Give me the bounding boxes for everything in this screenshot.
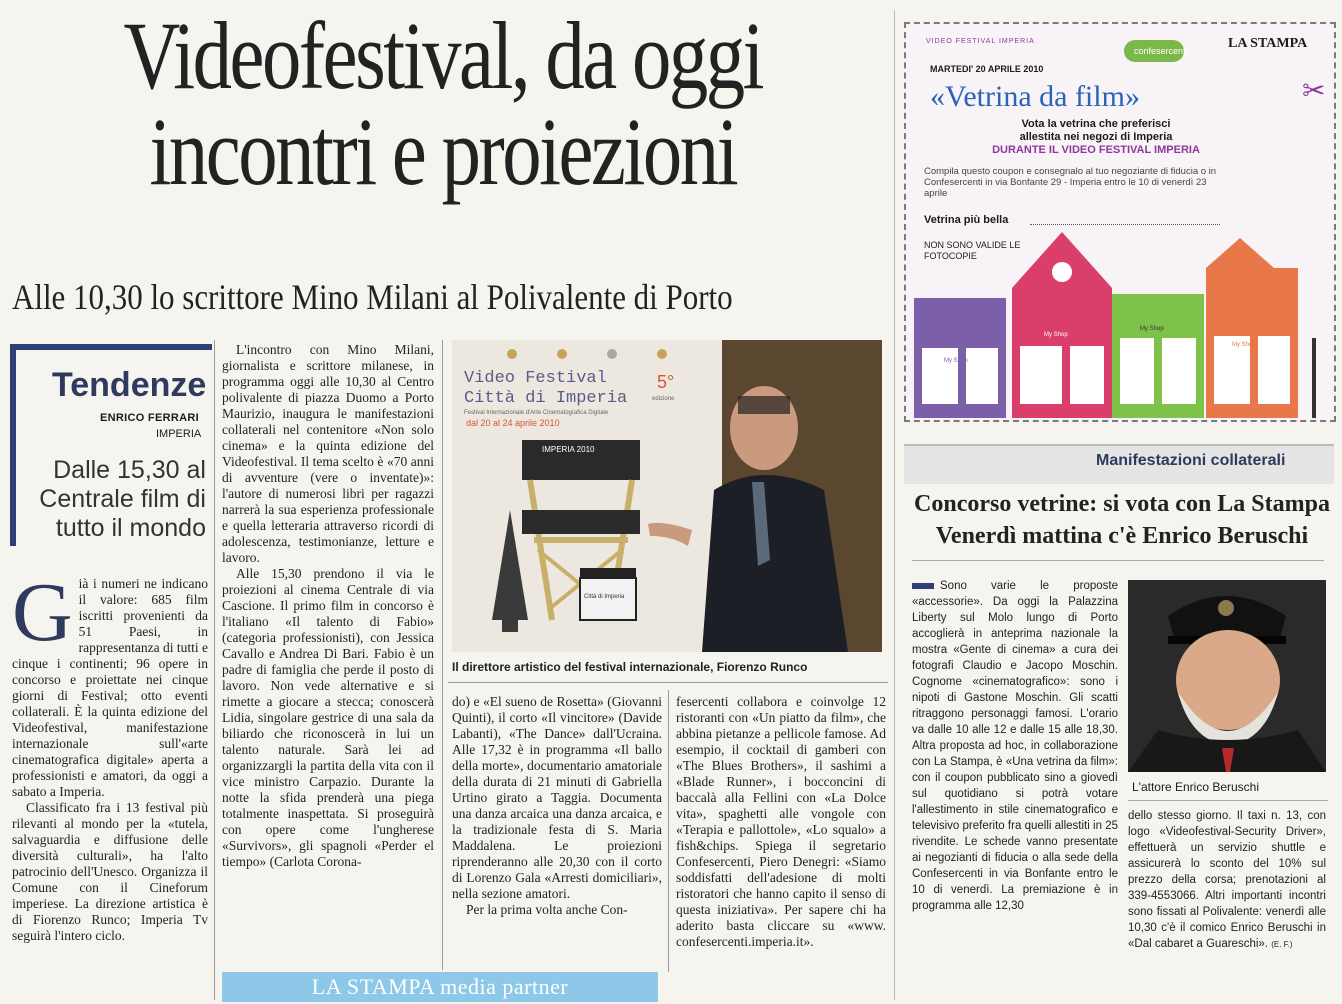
coupon-field-line[interactable]	[1030, 224, 1220, 225]
coupon-line-2: allestita nei negozi di Imperia	[1019, 131, 1173, 143]
right-text-2: dello stesso giorno. Il taxi n. 13, con logo «Videofestival-Security Driver», effettuerà un servizio shuttle e assicurerà lo sconto del 10% sul prezzo della corsa; prenotazioni al 339-4553066. Altri importanti incontri sono fissati al Polivalente: venerdì alle 10,30 c'è il comico Enrico Beruschi in «Dal cabaret a Guareschi».	[1128, 810, 1326, 950]
right-headline-line-1: Concorso vetrine: si vota con La Stampa	[914, 491, 1330, 517]
right-article-column-1	[912, 578, 1118, 914]
col2-paragraph-2: Alle 15,30 prendono il via le proiezioni al cinema Centrale di via Cascione. Il primo film in concorso è l'italiano «Il talento di Fabio» (categoria professionisti), con Jessica Cavallo e Andrea Di Bari. Fabio è un padre di famiglia che perde il posto di lavoro. Non vede alternative e si rimette a giocare a stecca; conoscerà Lidia, singolare gestrice di una sala da biliardo che riconoscerà in lui un talento naturale. Sarà lei ad organizzargli la partita della vita con il vice ministro Carpazio. Durante la notte la sfida prenderà una piega totalmente inaspettata. Si proseguirà con opere come l'ungherese «Survivors», gli spagnoli «Perder el tiempo» (Carlota Corona-	[222, 566, 434, 869]
col1-paragraph-2: Classificato fra i 13 festival più rilevanti al mondo per la «tutela, salvaguardia e diffusione delle diversità culturali», ha l'alto patrocinio dell'Unesco. Organizza il Comune con il Cineforum imperiese. La direzione artistica è di Fiorenzo Runco; Imperia Tv seguirà l'intero ciclo.	[12, 800, 208, 943]
right-title-rule	[912, 560, 1324, 561]
column-rule	[442, 340, 443, 970]
col1-paragraph-1: ià i numeri ne indicano il valore: 685 film iscritti provenienti da 51 Paesi, in rappresentanza di tutti e cinque i continenti; 96 opere in concorso e proiettate nei cinque giorni di Festival; otto eventi collaterali. È la quinta edizione del Videofestival, manifestazione internazionale sull'«arte cinematografica digitale» aperta a professionisti e amatori, da oggi a sabato a Imperia.	[12, 576, 208, 799]
shop-sign-1: My Shop	[944, 358, 968, 364]
section-label: Tendenze	[52, 366, 207, 404]
festival-logo: VIDEO FESTIVAL IMPERIA	[926, 38, 1035, 45]
author-name: ENRICO FERRARI	[100, 412, 199, 424]
clapper-text: Città di Imperia	[584, 594, 625, 600]
lead-marker	[912, 583, 934, 589]
coupon-date: MARTEDI' 20 APRILE 2010	[930, 64, 1044, 74]
scissors-icon: ✂	[1302, 76, 1326, 107]
caption-rule	[448, 682, 888, 683]
poster-edition: 5°	[657, 372, 675, 392]
article-column-1	[12, 566, 208, 944]
column-rule	[214, 340, 215, 1000]
column-rule	[668, 690, 669, 972]
right-photo-caption: L'attore Enrico Beruschi	[1132, 780, 1260, 794]
drop-cap: G	[12, 566, 73, 659]
subheadline: Alle 10,30 lo scrittore Mino Milani al Polivalente di Porto	[12, 277, 733, 317]
headline	[0, 2, 763, 205]
portrait-illustration	[1128, 580, 1326, 772]
shop-sign-2: My Shop	[1044, 332, 1068, 338]
coupon-brand: LA STAMPA	[1228, 36, 1308, 51]
right-text-1: Sono varie le proposte «accessorie». Da oggi la Palazzina Liberty sul Molo lungo di Porto accoglierà in anteprima nazionale la mostra «Gente di cinema» a cura dei fotografi Claudio e Jacopo Moschin. Cognome «cinematografico»: sono i nipoti di Gastone Moschin. Gli scatti ritraggono personaggi famosi. L'orario va dalle 10 alle 12 e dalle 15 alle 18,30. Altra proposta ad hoc, in collaborazione con La Stampa, è «Una vetrina da film»: con il coupon pubblicato sino a giovedì sul quotidiano si potrà votare l'allestimento in stile cinematografico e televisivo preferito fra quelli allestiti in 25 rivendite. Le schede vanno presentate ai negozianti di fiducia o alla sede della Confesercenti in via Bonfante entro le 10 di venerdì. La premiazione è in programma alle 12,30	[912, 580, 1118, 912]
article-column-2	[222, 342, 434, 870]
right-headline-line-2: Venerdì mattina c'è Enrico Beruschi	[935, 523, 1309, 549]
festival-director-photo	[452, 340, 882, 652]
col3-paragraph-1: do) e «El sueno de Rosetta» (Giovanni Quinti), il corto «Il vincitore» (Davide Labanti), «The Dance» dall'Ucraina. Alle 17,32 è in programma «Il ballo della morte», documentario amatoriale della durata di 21 minuti di Gabriella Urtino girato a Taggia. Documenta una danza arcaica una danza arcaica, e la tradizionale festa di S. Maria Maddalena. Le proiezioni riprenderanno alle 20,30 con il corto di Lorenzo Gala «Arresti domiciliari», nella sezione amatori.	[452, 694, 662, 901]
coupon-instructions: Compila questo coupon e consegnalo al tuo negoziante di fiducia o in Confesercenti in via Bonfante 29 - Imperia entro le 10 di venerdì 23 aprile	[924, 166, 1217, 199]
right-headline	[912, 488, 1332, 552]
page-divider	[894, 10, 895, 1000]
coupon-title: «Vetrina da film»	[930, 80, 1140, 113]
coupon-intro	[946, 118, 1246, 157]
article-column-4	[676, 694, 886, 950]
col2-paragraph-1: L'incontro con Mino Milani, giornalista e scrittore milanese, in programma oggi alle 10,30 al Centro polivalente di piazza Duomo a Porto Maurizio, inaugura le manifestazioni collaterali nel contenitore «Non solo cinema» e la quinta edizione del Videofestival. Il tema scelto è «70 anni di avventure (vere o inventate)»: l'autore di numerosi libri per ragazzi narrerà la sua esperienza professionale e quella letteraria attraverso ricordi di adolescenza, testimonianze, letture e lavoro.	[222, 342, 434, 565]
poster-subtitle: Festival Internazionale d'Arte Cinematografica Digitale	[464, 410, 609, 416]
right-article-column-2	[1128, 808, 1326, 953]
right-signature: (E. F.)	[1271, 940, 1293, 949]
poster-title-2: Città di Imperia	[464, 389, 628, 408]
right-caption-rule	[1128, 800, 1328, 801]
poster-dates: dal 20 al 24 aprile 2010	[466, 418, 560, 428]
coupon-notice: NON SONO VALIDE LE FOTOCOPIE	[924, 240, 1021, 261]
vetrina-coupon	[904, 22, 1336, 422]
col4-paragraph-1: fesercenti collabora e coinvolge 12 ristoranti con «Un piatto da film», che abbina pietanze a pellicole famose. Ad esempio, il cocktail di gamberi con «The Blues Brothers», il sashimi a «Blade Runner», i bocconcini di baccalà alla Fellini con «La Dolce vita», spaghetti alle vongole con «Terapia e pallottole», «Lo squalo» a fish&chips. Spiega il segretario Confesercenti, Piero Denegri: «Siamo soddisfatti dell'adesione di molti ristoratori che hanno capito il senso di questa iniziativa». Per sapere chi ha aderito basta cliccare su «www. confesercenti.imperia.it».	[676, 694, 886, 949]
coupon-line-1: Vota la vetrina che preferisci	[1021, 118, 1171, 130]
photo-illustration	[452, 340, 882, 652]
photo-caption: Il direttore artistico del festival internazionale, Fiorenzo Runco	[452, 660, 808, 674]
article-column-3	[452, 694, 662, 918]
headline-line-1: Videofestival, da oggi	[123, 2, 763, 109]
dateline-place: IMPERIA	[156, 428, 202, 440]
kicker-text: Dalle 15,30 al Centrale film di tutto il mondo	[39, 456, 206, 542]
partner-name: confesercenti	[1134, 46, 1188, 56]
shop-sign-3: My Shop	[1140, 326, 1164, 332]
shopfronts-illustration	[914, 228, 1326, 418]
coupon-line-3: DURANTE IL VIDEO FESTIVAL IMPERIA	[992, 144, 1200, 156]
col3-paragraph-2: Per la prima volta anche Con-	[466, 902, 628, 917]
chair-label: IMPERIA 2010	[542, 445, 595, 454]
shop-sign-4: My Shop	[1232, 342, 1256, 348]
media-partner-banner: LA STAMPA media partner	[222, 972, 658, 1002]
poster-title-1: Video Festival	[464, 369, 607, 388]
coupon-field-label: Vetrina più bella	[924, 214, 1009, 226]
headline-line-2: incontri e proiezioni	[149, 98, 737, 205]
poster-edition-label: edizione	[652, 396, 675, 402]
beruschi-photo	[1128, 580, 1326, 772]
right-section-label: Manifestazioni collaterali	[1096, 452, 1286, 469]
